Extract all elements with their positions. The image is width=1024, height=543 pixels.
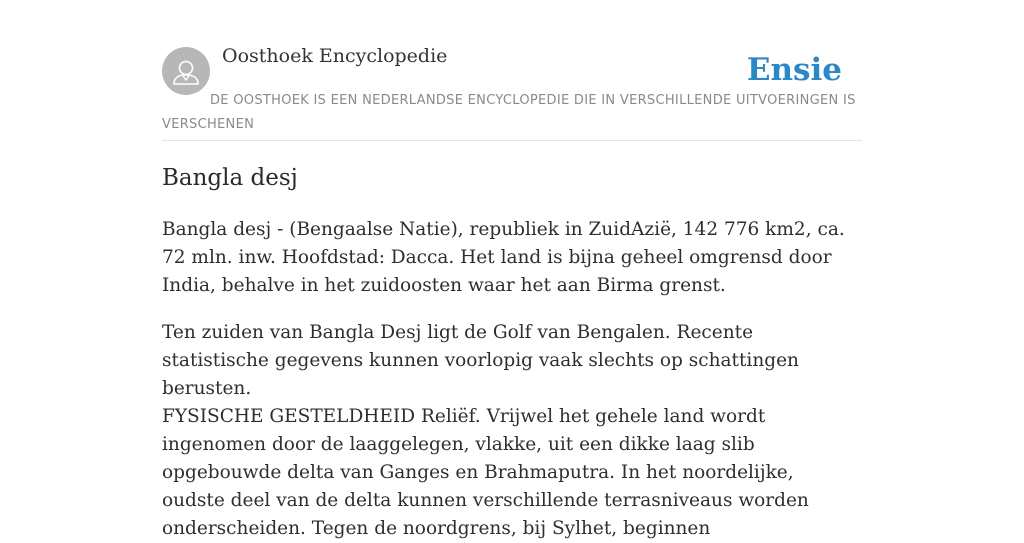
content-column — [162, 0, 862, 539]
avatar[interactable] — [162, 47, 210, 95]
article-paragraph: FYSISCHE GESTELDHEID Reliëf. Vrijwel het gehele land wordt ingenomen door de laaggelegen, vlakke, uit een dikke laag slib opgebouwde delta van Ganges en Brahmaputra. In het noordelijke, oudste deel van de delta kunnen verschillende terrasniveaus worden onderscheiden. Tegen de noordgrens, bij Sylhet, beginnen — [162, 406, 809, 539]
user-icon — [162, 47, 210, 95]
brand-logo-link[interactable]: Ensie — [746, 52, 842, 88]
source-name-link[interactable]: Oosthoek Encyclopedie — [222, 45, 448, 67]
source-header — [162, 0, 862, 141]
article-title: Bangla desj — [162, 165, 298, 191]
article-paragraph: Bangla desj - (Bengaalse Natie), republiek in ZuidAzië, 142 776 km2, ca. 72 mln. inw. Hoofdstad: Dacca. Het land is bijna geheel omgrensd door India, behalve in het zuidoosten waar het aan Birma grenst. — [162, 219, 845, 296]
source-tagline: DE OOSTHOEK IS EEN NEDERLANDSE ENCYCLOPEDIE DIE IN VERSCHILLENDE UITVOERINGEN IS VERSCHENEN — [162, 93, 856, 132]
article-paragraph: Ten zuiden van Bangla Desj ligt de Golf van Bengalen. Recente statistische gegevens kunnen voorlopig vaak slechts op schattingen berusten. — [162, 322, 799, 399]
